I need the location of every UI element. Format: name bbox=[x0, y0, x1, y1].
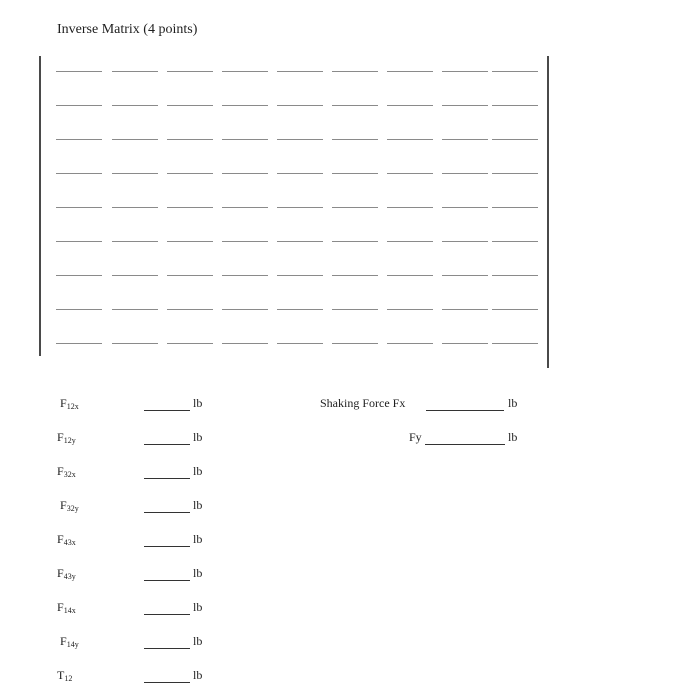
matrix-cell-blank[interactable] bbox=[387, 139, 433, 140]
page-title: Inverse Matrix (4 points) bbox=[57, 22, 198, 37]
matrix-cell-blank[interactable] bbox=[167, 241, 213, 242]
matrix-cell-blank[interactable] bbox=[112, 139, 158, 140]
matrix-cell-blank[interactable] bbox=[332, 275, 378, 276]
force-label: $F_{14x}$ bbox=[57, 600, 76, 615]
matrix-cell-blank[interactable] bbox=[56, 309, 102, 310]
matrix-cell-blank[interactable] bbox=[332, 139, 378, 140]
matrix-cell-blank[interactable] bbox=[442, 207, 488, 208]
force-answer-blank[interactable] bbox=[144, 648, 190, 649]
force-label: $F_{43x}$ bbox=[57, 532, 76, 547]
force-answer-blank[interactable] bbox=[144, 580, 190, 581]
matrix-cell-blank[interactable] bbox=[387, 309, 433, 310]
matrix-cell-blank[interactable] bbox=[167, 343, 213, 344]
matrix-cell-blank[interactable] bbox=[112, 71, 158, 72]
shaking-force-fy-label: Fy bbox=[409, 430, 422, 444]
matrix-cell-blank[interactable] bbox=[277, 71, 323, 72]
matrix-cell-blank[interactable] bbox=[56, 207, 102, 208]
shaking-force-fy-blank[interactable] bbox=[425, 444, 505, 445]
matrix-cell-blank[interactable] bbox=[56, 71, 102, 72]
force-label: $F_{12y}$ bbox=[57, 430, 76, 445]
matrix-cell-blank[interactable] bbox=[387, 241, 433, 242]
matrix-cell-blank[interactable] bbox=[492, 139, 538, 140]
matrix-cell-blank[interactable] bbox=[277, 309, 323, 310]
matrix-cell-blank[interactable] bbox=[387, 71, 433, 72]
matrix-cell-blank[interactable] bbox=[387, 173, 433, 174]
force-unit: lb bbox=[193, 430, 203, 444]
matrix-cell-blank[interactable] bbox=[277, 105, 323, 106]
matrix-cell-blank[interactable] bbox=[167, 71, 213, 72]
matrix-cell-blank[interactable] bbox=[222, 173, 268, 174]
matrix-cell-blank[interactable] bbox=[222, 241, 268, 242]
matrix-cell-blank[interactable] bbox=[387, 207, 433, 208]
shaking-force-fx-label: Shaking Force Fx bbox=[320, 396, 406, 410]
force-label: $F_{32y}$ bbox=[60, 498, 79, 513]
matrix-cell-blank[interactable] bbox=[112, 343, 158, 344]
matrix-cell-blank[interactable] bbox=[277, 343, 323, 344]
matrix-cell-blank[interactable] bbox=[112, 207, 158, 208]
matrix-cell-blank[interactable] bbox=[56, 343, 102, 344]
matrix-cell-blank[interactable] bbox=[222, 207, 268, 208]
force-answer-blank[interactable] bbox=[144, 410, 190, 411]
matrix-cell-blank[interactable] bbox=[442, 241, 488, 242]
matrix-cell-blank[interactable] bbox=[167, 105, 213, 106]
matrix-cell-blank[interactable] bbox=[492, 71, 538, 72]
matrix-cell-blank[interactable] bbox=[442, 71, 488, 72]
force-answer-blank[interactable] bbox=[144, 614, 190, 615]
matrix-cell-blank[interactable] bbox=[222, 309, 268, 310]
matrix-cell-blank[interactable] bbox=[492, 343, 538, 344]
matrix-cell-blank[interactable] bbox=[167, 207, 213, 208]
matrix-cell-blank[interactable] bbox=[112, 105, 158, 106]
matrix-cell-blank[interactable] bbox=[222, 71, 268, 72]
matrix-cell-blank[interactable] bbox=[442, 105, 488, 106]
matrix-cell-blank[interactable] bbox=[56, 173, 102, 174]
matrix-cell-blank[interactable] bbox=[222, 105, 268, 106]
force-label: $T_{12}$ bbox=[57, 668, 73, 683]
shaking-force-fx-unit: lb bbox=[508, 396, 518, 410]
force-label: $F_{43y}$ bbox=[57, 566, 76, 581]
matrix-cell-blank[interactable] bbox=[222, 139, 268, 140]
matrix-cell-blank[interactable] bbox=[442, 309, 488, 310]
matrix-cell-blank[interactable] bbox=[442, 139, 488, 140]
matrix-cell-blank[interactable] bbox=[277, 241, 323, 242]
matrix-cell-blank[interactable] bbox=[332, 343, 378, 344]
matrix-cell-blank[interactable] bbox=[56, 275, 102, 276]
force-answer-blank[interactable] bbox=[144, 444, 190, 445]
matrix-cell-blank[interactable] bbox=[112, 309, 158, 310]
matrix-right-bracket bbox=[547, 56, 549, 368]
matrix-cell-blank[interactable] bbox=[222, 275, 268, 276]
matrix-cell-blank[interactable] bbox=[492, 275, 538, 276]
force-unit: lb bbox=[193, 634, 203, 648]
force-unit: lb bbox=[193, 600, 203, 614]
matrix-cell-blank[interactable] bbox=[167, 309, 213, 310]
matrix-cell-blank[interactable] bbox=[492, 241, 538, 242]
matrix-cell-blank[interactable] bbox=[332, 173, 378, 174]
matrix-cell-blank[interactable] bbox=[112, 241, 158, 242]
matrix-cell-blank[interactable] bbox=[222, 343, 268, 344]
matrix-cell-blank[interactable] bbox=[492, 173, 538, 174]
matrix-cell-blank[interactable] bbox=[492, 309, 538, 310]
matrix-cell-blank[interactable] bbox=[277, 207, 323, 208]
matrix-cell-blank[interactable] bbox=[277, 275, 323, 276]
force-answer-blank[interactable] bbox=[144, 512, 190, 513]
matrix-cell-blank[interactable] bbox=[387, 343, 433, 344]
matrix-cell-blank[interactable] bbox=[56, 241, 102, 242]
force-unit: lb bbox=[193, 464, 203, 478]
matrix-cell-blank[interactable] bbox=[332, 207, 378, 208]
matrix-cell-blank[interactable] bbox=[56, 105, 102, 106]
matrix-cell-blank[interactable] bbox=[332, 71, 378, 72]
matrix-cell-blank[interactable] bbox=[277, 173, 323, 174]
force-answer-blank[interactable] bbox=[144, 478, 190, 479]
matrix-cell-blank[interactable] bbox=[387, 105, 433, 106]
matrix-cell-blank[interactable] bbox=[332, 241, 378, 242]
force-label: $F_{14y}$ bbox=[60, 634, 79, 649]
force-unit: lb bbox=[193, 566, 203, 580]
matrix-cell-blank[interactable] bbox=[492, 105, 538, 106]
matrix-cell-blank[interactable] bbox=[112, 275, 158, 276]
force-answer-blank[interactable] bbox=[144, 546, 190, 547]
matrix-cell-blank[interactable] bbox=[332, 105, 378, 106]
force-label: $F_{32x}$ bbox=[57, 464, 76, 479]
matrix-cell-blank[interactable] bbox=[332, 309, 378, 310]
force-unit: lb bbox=[193, 668, 203, 682]
matrix-cell-blank[interactable] bbox=[492, 207, 538, 208]
shaking-force-fx-blank[interactable] bbox=[426, 410, 504, 411]
matrix-cell-blank[interactable] bbox=[167, 173, 213, 174]
matrix-cell-blank[interactable] bbox=[167, 139, 213, 140]
matrix-cell-blank[interactable] bbox=[387, 275, 433, 276]
force-unit: lb bbox=[193, 532, 203, 546]
force-answer-blank[interactable] bbox=[144, 682, 190, 683]
matrix-cell-blank[interactable] bbox=[56, 139, 102, 140]
force-label: $F_{12x}$ bbox=[60, 396, 79, 411]
shaking-force-fy-unit: lb bbox=[508, 430, 518, 444]
matrix-cell-blank[interactable] bbox=[442, 343, 488, 344]
force-unit: lb bbox=[193, 498, 203, 512]
matrix-cell-blank[interactable] bbox=[442, 275, 488, 276]
matrix-cell-blank[interactable] bbox=[277, 139, 323, 140]
force-unit: lb bbox=[193, 396, 203, 410]
matrix-left-bracket bbox=[39, 56, 41, 356]
matrix-cell-blank[interactable] bbox=[442, 173, 488, 174]
matrix-cell-blank[interactable] bbox=[112, 173, 158, 174]
matrix-cell-blank[interactable] bbox=[167, 275, 213, 276]
